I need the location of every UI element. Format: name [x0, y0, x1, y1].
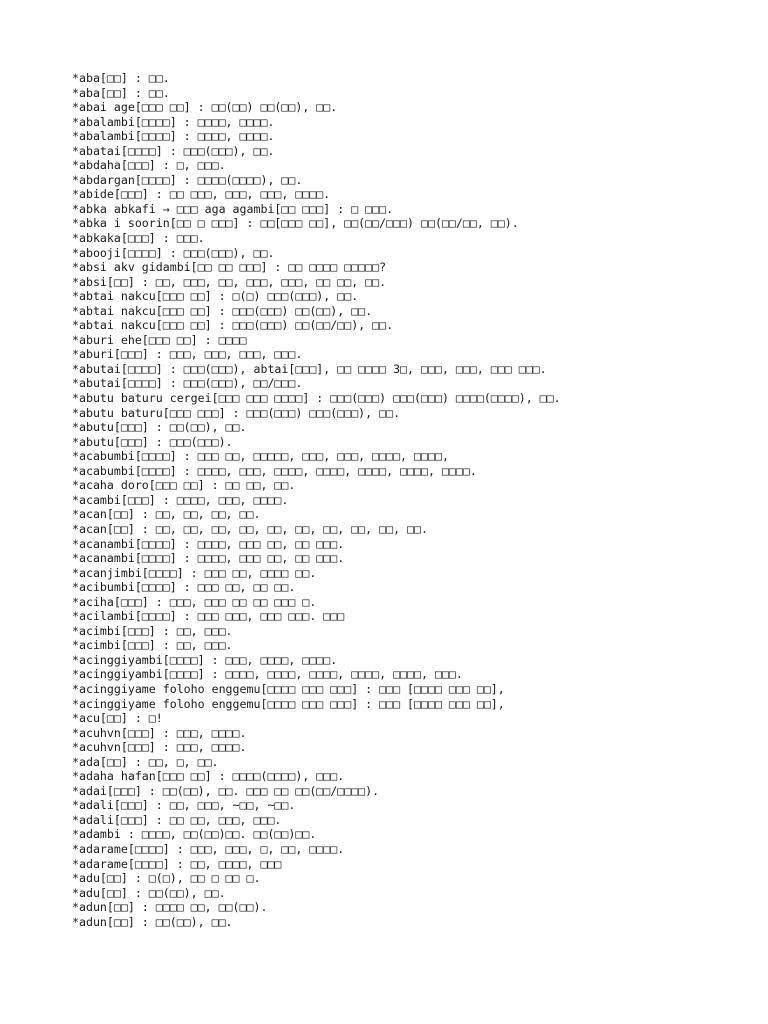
dictionary-entry: *acilambi[□□□□] : □□□ □□□, □□□ □□□. □□□	[72, 609, 345, 624]
dictionary-entry: *acabumbi[□□□□] : □□□ □□, □□□□□, □□□, □□□, □□□□, □□□□,	[72, 449, 449, 464]
dictionary-entry: *acinggiyambi[□□□□] : □□□□, □□□□, □□□□, □□□□, □□□□, □□□.	[72, 667, 463, 682]
dictionary-entry: *acimbi[□□□] : □□, □□□.	[72, 623, 233, 638]
dictionary-entry: *abka i soorin[□□ □ □□□] : □□[□□□ □□], □□(□□/□□□) □□(□□/□□, □□).	[72, 216, 519, 231]
dictionary-entry: *adali[□□□] : □□ □□, □□□, □□□.	[72, 812, 282, 827]
dictionary-entry: *abutu[□□□] : □□(□□), □□.	[72, 420, 247, 435]
dictionary-entry: *abtai nakcu[□□□ □□] : □□□(□□□) □□(□□/□□), □□.	[72, 318, 394, 333]
dictionary-entry: *acambi[□□□] : □□□□, □□□, □□□□.	[72, 492, 289, 507]
dictionary-entry: *abutai[□□□□] : □□□(□□□), □□/□□□.	[72, 376, 303, 391]
dictionary-entry: *abtai nakcu[□□□ □□] : □□□(□□□) □□(□□), □□.	[72, 303, 373, 318]
dictionary-entry: *abalambi[□□□□] : □□□□, □□□□.	[72, 114, 275, 129]
dictionary-entry: *abutu[□□□] : □□□(□□□).	[72, 434, 233, 449]
dictionary-entry: *acuhvn[□□□] : □□□, □□□□.	[72, 725, 247, 740]
dictionary-entry: *aciha[□□□] : □□□, □□□ □□ □□ □□□ □.	[72, 594, 317, 609]
dictionary-entry: *abtai nakcu[□□□ □□] : □(□) □□□(□□□), □□.	[72, 289, 359, 304]
dictionary-entry: *acimbi[□□□] : □□, □□□.	[72, 638, 233, 653]
dictionary-entry: *adun[□□] : □□□□ □□, □□(□□).	[72, 900, 268, 915]
dictionary-entry: *acinggiyame foloho enggemu[□□□□ □□□ □□□] : □□□ [□□□□ □□□ □□],	[72, 696, 505, 711]
dictionary-entry: *acanjimbi[□□□□] : □□□ □□, □□□□ □□.	[72, 565, 317, 580]
dictionary-entry: *abutai[□□□□] : □□□(□□□), abtai[□□□], □□ □□□□ 3□, □□□, □□□, □□□ □□□.	[72, 361, 547, 376]
dictionary-entry: *acuhvn[□□□] : □□□, □□□□.	[72, 740, 247, 755]
dictionary-page	[72, 71, 752, 929]
dictionary-entry: *adun[□□] : □□(□□), □□.	[72, 914, 233, 929]
dictionary-entry: *acibumbi[□□□□] : □□□ □□, □□ □□.	[72, 580, 296, 595]
dictionary-entry: *acabumbi[□□□□] : □□□□, □□□, □□□□, □□□□, □□□□, □□□□, □□□□.	[72, 463, 477, 478]
dictionary-entry: *acu[□□] : □!	[72, 711, 163, 726]
dictionary-entry: *adarame[□□□□] : □□□, □□□, □, □□, □□□□.	[72, 841, 345, 856]
dictionary-entry: *adai[□□□] : □□(□□), □□. □□□ □□ □□(□□/□□□□).	[72, 783, 380, 798]
dictionary-entry: *abdaha[□□□] : □, □□□.	[72, 158, 226, 173]
dictionary-entry: *abkaka[□□□] : □□□.	[72, 231, 205, 246]
dictionary-entry: *abka abkafi → □□□ aga agambi[□□ □□□] : □ □□□.	[72, 201, 394, 216]
dictionary-entry: *aburi ehe[□□□ □□] : □□□□	[72, 332, 247, 347]
dictionary-entry: *adu[□□] : □□(□□), □□.	[72, 885, 226, 900]
dictionary-entry: *adu[□□] : □(□), □□ □ □□ □.	[72, 871, 261, 886]
dictionary-entry: *abutu baturu cergei[□□□ □□□ □□□□] : □□□(□□□) □□□(□□□) □□□□(□□□□), □□.	[72, 391, 561, 406]
dictionary-entry: *abide[□□□] : □□ □□□, □□□, □□□, □□□□.	[72, 187, 331, 202]
dictionary-entry: *acaha doro[□□□ □□] : □□ □□, □□.	[72, 478, 296, 493]
dictionary-entry: *abdargan[□□□□] : □□□□(□□□□), □□.	[72, 172, 303, 187]
dictionary-entry: *acan[□□] : □□, □□, □□, □□, □□, □□, □□, □□, □□, □□.	[72, 521, 428, 536]
dictionary-entry: *adarame[□□□□] : □□, □□□□, □□□	[72, 856, 282, 871]
dictionary-entry: *acanambi[□□□□] : □□□□, □□□ □□, □□ □□□.	[72, 536, 345, 551]
dictionary-entry: *acanambi[□□□□] : □□□□, □□□ □□, □□ □□□.	[72, 551, 345, 566]
dictionary-entry: *aba[□□] : □□.	[72, 71, 170, 85]
dictionary-entry: *abutu baturu[□□□ □□□] : □□□(□□□) □□□(□□□), □□.	[72, 405, 401, 420]
dictionary-entry: *absi[□□] : □□, □□□, □□, □□□, □□□, □□ □□, □□.	[72, 274, 387, 289]
dictionary-entry: *adambi : □□□□, □□(□□)□□. □□(□□)□□.	[72, 827, 317, 842]
dictionary-entry: *aburi[□□□] : □□□, □□□, □□□, □□□.	[72, 347, 303, 362]
dictionary-entry: *abatai[□□□□] : □□□(□□□), □□.	[72, 143, 275, 158]
dictionary-entry: *acinggiyame foloho enggemu[□□□□ □□□ □□□] : □□□ [□□□□ □□□ □□],	[72, 681, 505, 696]
dictionary-entry: *acan[□□] : □□, □□, □□, □□.	[72, 507, 261, 522]
dictionary-entry: *abalambi[□□□□] : □□□□, □□□□.	[72, 129, 275, 144]
dictionary-entry: *aba[□□] : □□.	[72, 85, 170, 100]
dictionary-entry: *abai age[□□□ □□] : □□(□□) □□(□□), □□.	[72, 100, 338, 115]
dictionary-entry: *absi akv gidambi[□□ □□ □□□] : □□ □□□□ □□□□□?	[72, 260, 387, 275]
dictionary-entry: *adaha hafan[□□□ □□] : □□□□(□□□□), □□□.	[72, 769, 345, 784]
dictionary-entry: *abooji[□□□□] : □□□(□□□), □□.	[72, 245, 275, 260]
dictionary-entry: *adali[□□□] : □□, □□□, ~□□, ~□□.	[72, 798, 296, 813]
dictionary-entry: *ada[□□] : □□, □, □□.	[72, 754, 219, 769]
dictionary-entry: *acinggiyambi[□□□□] : □□□, □□□□, □□□□.	[72, 652, 338, 667]
